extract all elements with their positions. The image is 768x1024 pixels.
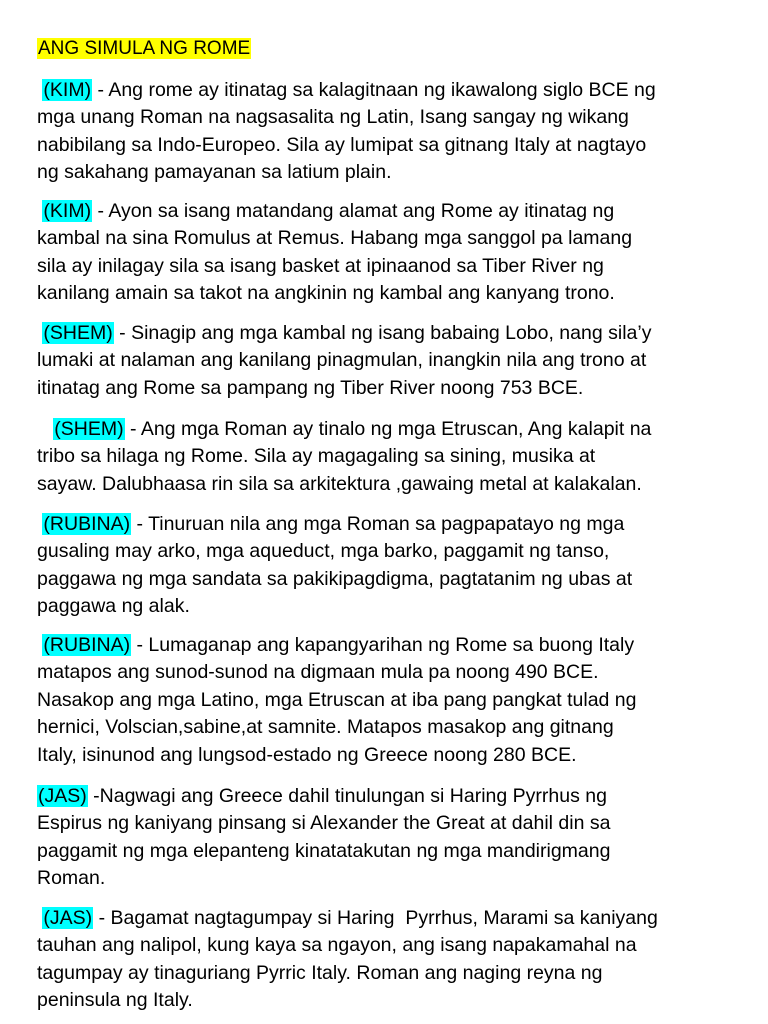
paragraph-line: mga unang Roman na nagsasalita ng Latin, Isang sangay ng wikang bbox=[37, 106, 629, 129]
paragraph-text: - Tinuruan nila ang mga Roman sa pagpapatayo ng mga bbox=[131, 513, 625, 535]
paragraph-line: paggawa ng alak. bbox=[37, 595, 190, 618]
paragraph-line: Roman. bbox=[37, 867, 106, 890]
paragraph-line: tribo sa hilaga ng Rome. Sila ay magagaling sa sining, musika at bbox=[37, 445, 596, 468]
paragraph-line: peninsula ng Italy. bbox=[37, 989, 193, 1012]
paragraph-line bbox=[37, 77, 737, 104]
paragraph-line bbox=[37, 198, 737, 225]
leading-space bbox=[37, 418, 53, 440]
paragraph-line bbox=[37, 905, 737, 932]
paragraph-line: Espirus ng kaniyang pinsang si Alexander the Great at dahil din sa bbox=[37, 812, 611, 835]
paragraph-line: kanilang amain sa takot na angkinin ng kambal ang kanyang trono. bbox=[37, 282, 615, 305]
paragraph-text: - Ang rome ay itinatag sa kalagitnaan ng ikawalong siglo BCE ng bbox=[92, 79, 656, 101]
paragraph bbox=[37, 416, 737, 498]
paragraph bbox=[37, 905, 737, 1015]
paragraph-line: Nasakop ang mga Latino, mga Etruscan at iba pang pangkat tulad ng bbox=[37, 688, 637, 711]
paragraph-line: ng sakahang pamayanan sa latium plain. bbox=[37, 161, 392, 184]
paragraph-line bbox=[37, 511, 737, 538]
paragraph bbox=[37, 511, 737, 621]
paragraph-line: sila ay inilagay sila sa isang basket at ipinaanod sa Tiber River ng bbox=[37, 254, 604, 277]
speaker-tag: (KIM) bbox=[43, 200, 92, 222]
paragraph-text: - Ayon sa isang matandang alamat ang Rome ay itinatag ng bbox=[92, 200, 615, 222]
paragraph-line: nabibilang sa Indo-Europeo. Sila ay lumipat sa gitnang Italy at nagtayo bbox=[37, 133, 647, 156]
paragraph-line bbox=[37, 783, 737, 810]
paragraph-text: - Ang mga Roman ay tinalo ng mga Etruscan, Ang kalapit na bbox=[124, 418, 652, 440]
paragraph-line: tauhan ang nalipol, kung kaya sa ngayon, ang isang napakamahal na bbox=[37, 934, 637, 957]
paragraph bbox=[37, 632, 737, 769]
speaker-tag: (SHEM) bbox=[54, 418, 124, 440]
paragraph-line: gusaling may arko, mga aqueduct, mga barko, paggamit ng tanso, bbox=[37, 540, 610, 563]
paragraph-text: - Lumaganap ang kapangyarihan ng Rome sa buong Italy bbox=[131, 634, 635, 656]
paragraph-line bbox=[37, 320, 737, 347]
speaker-tag: (RUBINA) bbox=[43, 513, 131, 535]
paragraph-line: kambal na sina Romulus at Remus. Habang mga sanggol pa lamang bbox=[37, 227, 633, 250]
speaker-tag: (JAS) bbox=[43, 907, 93, 929]
page-title bbox=[37, 35, 251, 62]
paragraph-text: -Nagwagi ang Greece dahil tinulungan si Haring Pyrrhus ng bbox=[87, 785, 607, 807]
title-highlight: ANG SIMULA NG ROME bbox=[38, 38, 251, 59]
paragraph-text: - Sinagip ang mga kambal ng isang babaing Lobo, nang sila’y bbox=[113, 322, 652, 344]
paragraph-line bbox=[37, 416, 737, 443]
paragraph-line: lumaki at nalaman ang kanilang pinagmulan, inangkin nila ang trono at bbox=[37, 349, 647, 372]
paragraph bbox=[37, 783, 737, 893]
paragraph-line bbox=[37, 632, 737, 659]
paragraph bbox=[37, 198, 737, 308]
speaker-tag: (SHEM) bbox=[43, 322, 113, 344]
paragraph-line: sayaw. Dalubhaasa rin sila sa arkitektura ,gawaing metal at kalakalan. bbox=[37, 472, 642, 495]
paragraph-line: paggamit ng mga elepanteng kinatatakutan ng mga mandirigmang bbox=[37, 839, 611, 862]
paragraph-line: Italy, isinunod ang lungsod-estado ng Greece noong 280 BCE. bbox=[37, 743, 577, 766]
speaker-tag: (KIM) bbox=[43, 79, 92, 101]
paragraph bbox=[37, 320, 737, 402]
paragraph-line: matapos ang sunod-sunod na digmaan mula pa noong 490 BCE. bbox=[37, 661, 599, 684]
paragraph-line: hernici, Volscian,sabine,at samnite. Matapos masakop ang gitnang bbox=[37, 716, 614, 739]
paragraph bbox=[37, 77, 737, 187]
speaker-tag: (JAS) bbox=[38, 785, 87, 807]
speaker-tag: (RUBINA) bbox=[43, 634, 131, 656]
paragraph-line: paggawa ng mga sandata sa pakikipagdigma, pagtatanim ng ubas at bbox=[37, 567, 633, 590]
paragraph-line: itinatag ang Rome sa pampang ng Tiber River noong 753 BCE. bbox=[37, 376, 584, 399]
paragraph-line: tagumpay ay tinaguriang Pyrric Italy. Roman ang naging reyna ng bbox=[37, 961, 603, 984]
paragraph-text: - Bagamat nagtagumpay si Haring Pyrrhus, Marami sa kaniyang bbox=[93, 907, 658, 929]
